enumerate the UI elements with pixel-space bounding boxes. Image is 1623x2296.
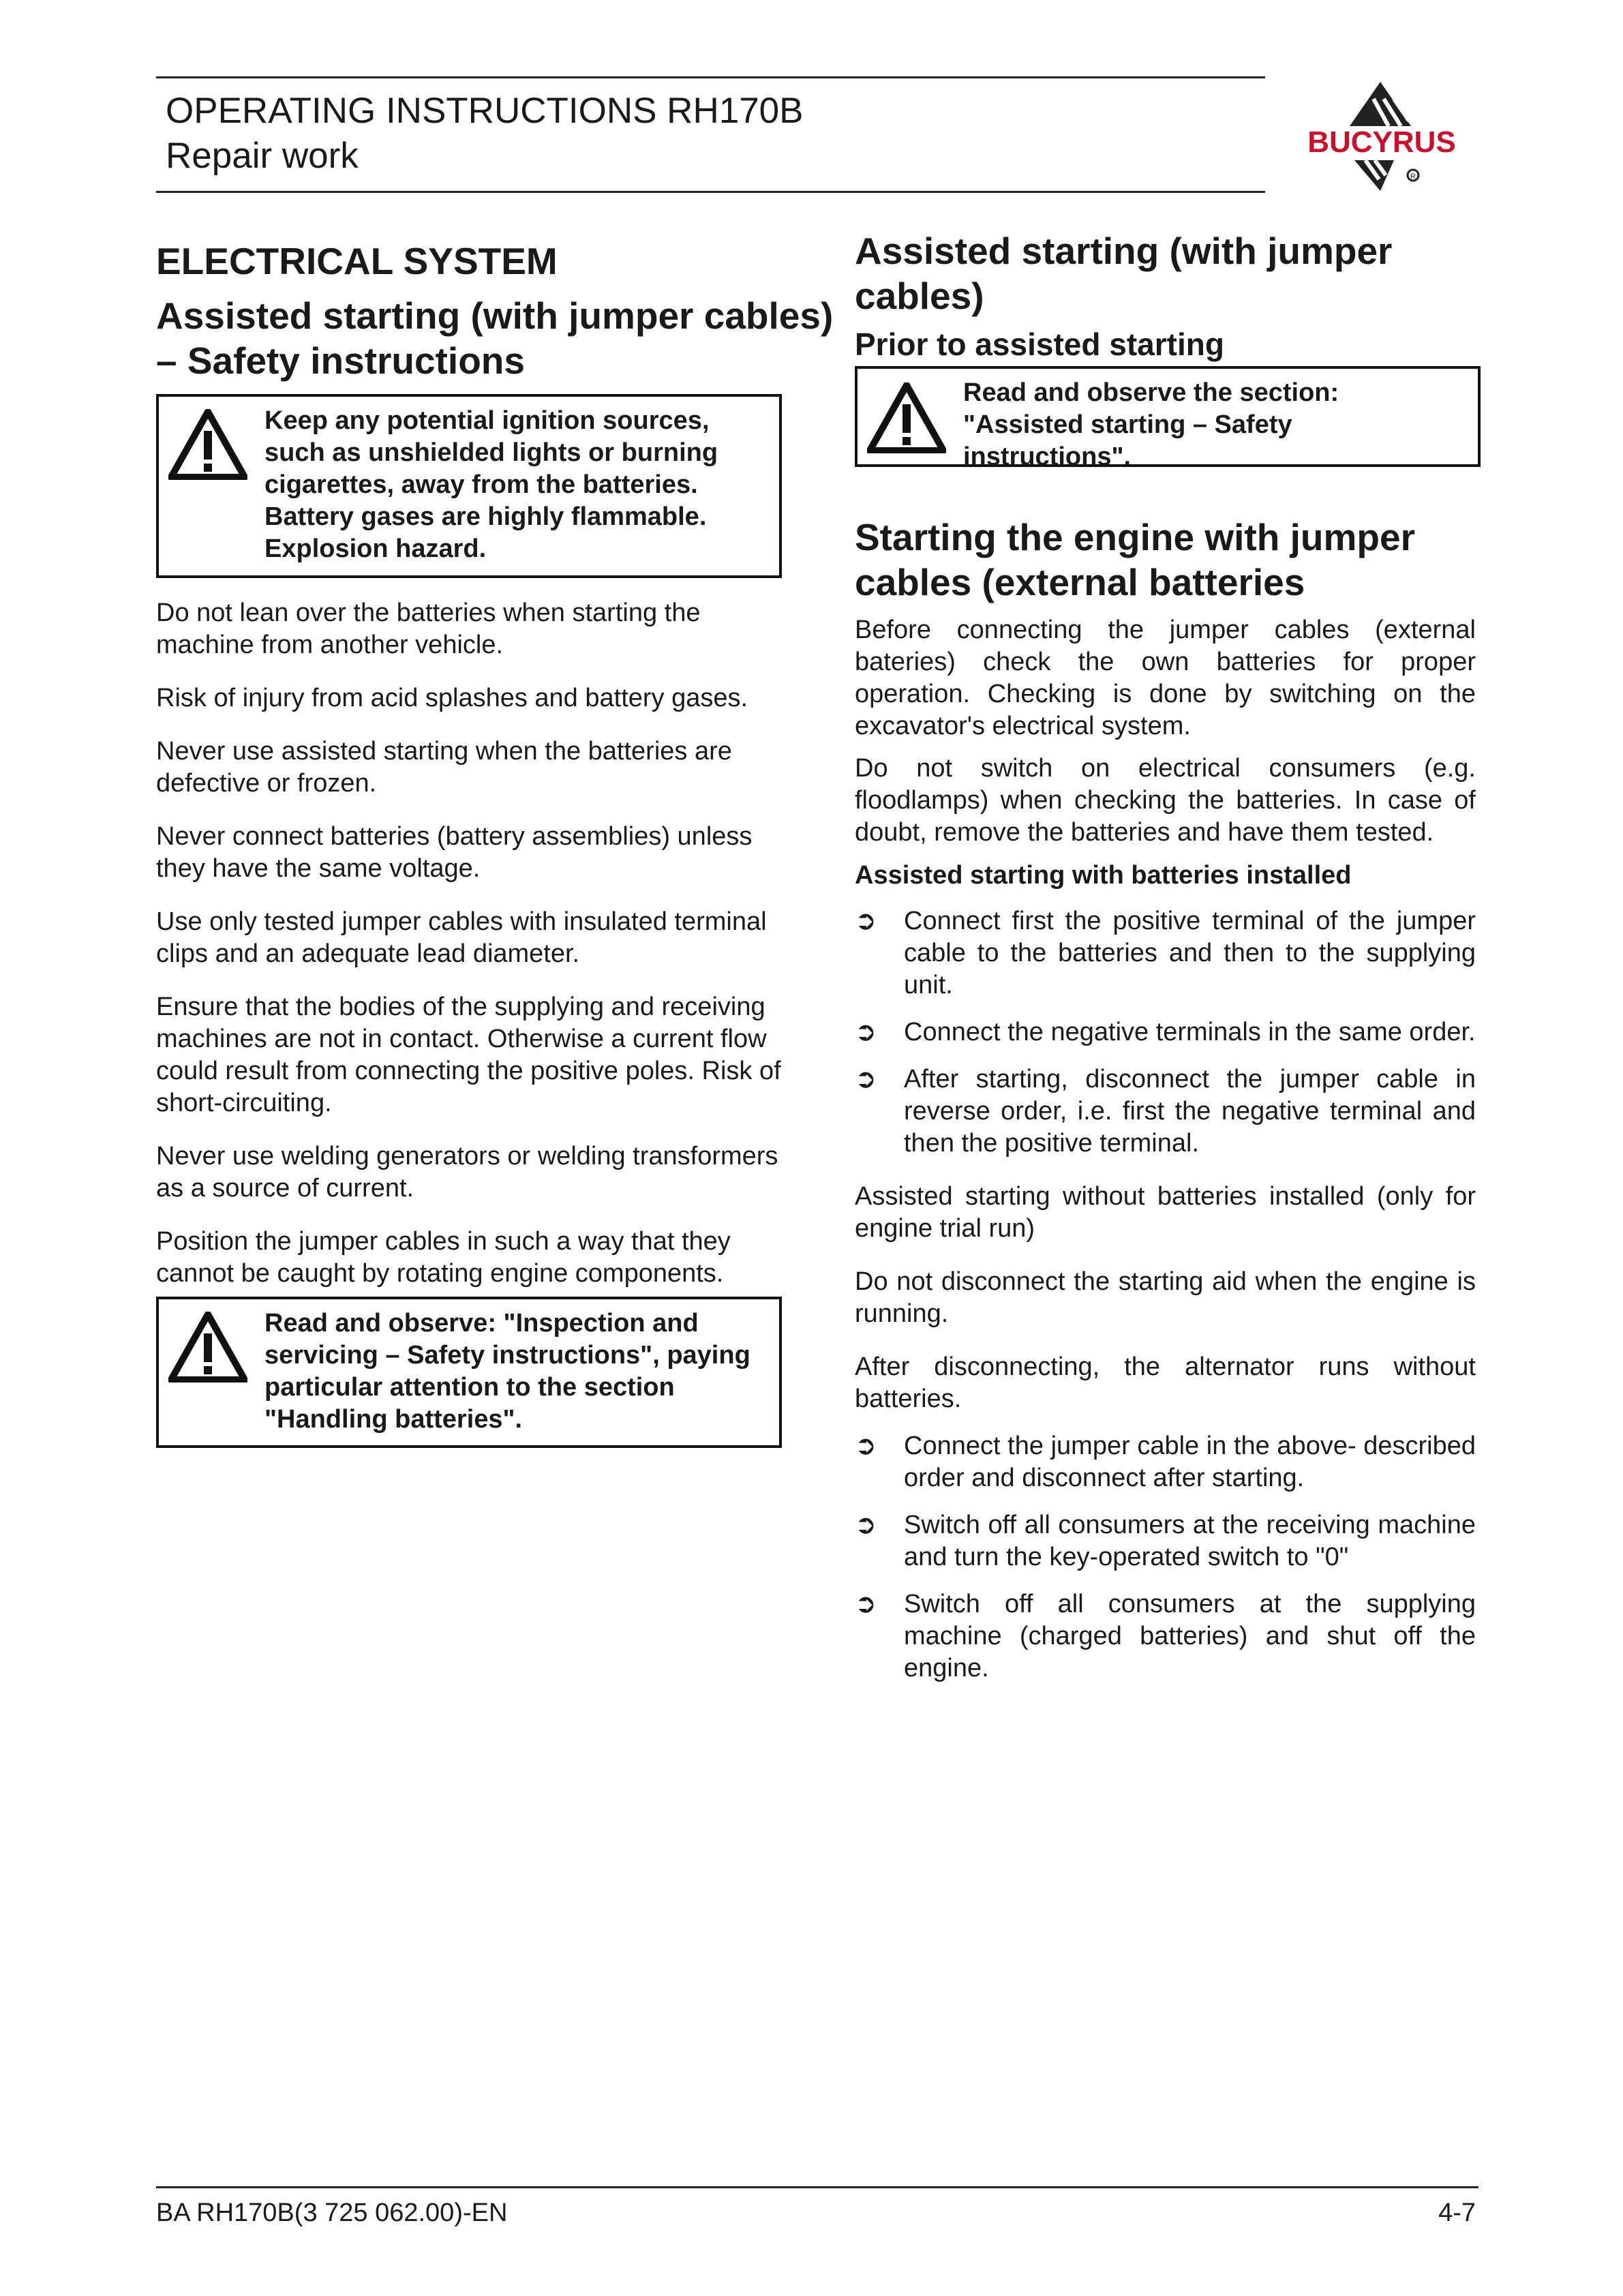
- arrow-bullet-icon: ➲: [855, 1432, 877, 1460]
- label-with-batteries-installed: Assisted starting with batteries installed: [855, 861, 1352, 890]
- warning-box-handling-batteries: [156, 1297, 782, 1448]
- subheading-prior: Prior to assisted starting: [855, 327, 1224, 362]
- instruction-text: After starting, disconnect the jumper cable in reverse order, i.e. first the negative terminal and then the positive terminal.: [904, 1065, 1476, 1158]
- left-paragraph: Position the jumper cables in such a way that they cannot be caught by rotating engine components.: [156, 1227, 731, 1288]
- instruction-text: Connect first the positive terminal of the jumper cable to the batteries and then to the supplying unit.: [904, 907, 1476, 999]
- right-paragraph-without-batteries: Assisted starting without batteries installed (only for engine trial run): [855, 1182, 1476, 1243]
- arrow-bullet-icon: ➲: [855, 1018, 877, 1046]
- warning-icon: [168, 1312, 247, 1383]
- arrow-bullet-icon: ➲: [855, 1065, 877, 1093]
- logo-text: BUCYRUS: [1307, 125, 1456, 159]
- footer-rule: [156, 2186, 1478, 2188]
- warning-box-read-section: [855, 366, 1481, 471]
- warning-text-handling-batteries: Read and observe: "Inspection and servicing – Safety instructions", paying particular attention to the section "Handling batteries".: [264, 1309, 750, 1434]
- svg-text:R: R: [1410, 172, 1416, 181]
- right-paragraph-before-connecting: Before connecting the jumper cables (external bateries) check the own batteries for proper operation. Checking is done by switching on the excavator's electrical system.: [855, 616, 1476, 740]
- left-paragraph: Risk of injury from acid splashes and battery gases.: [156, 684, 748, 712]
- right-paragraph-after-disconnecting: After disconnecting, the alternator runs without batteries.: [855, 1353, 1476, 1413]
- instruction-text: Connect the negative terminals in the same order.: [904, 1018, 1476, 1046]
- arrow-bullet-icon: ➲: [855, 907, 877, 935]
- left-paragraph: Do not lean over the batteries when starting the machine from another vehicle.: [156, 599, 701, 659]
- left-paragraph: Never connect batteries (battery assemblies) unless they have the same voltage.: [156, 822, 753, 883]
- document-title: OPERATING INSTRUCTIONS RH170B: [166, 91, 804, 131]
- section-heading-assisted-starting: Assisted starting (with jumper cables): [855, 230, 1393, 317]
- section-heading-safety: Assisted starting (with jumper cables) – Safety instructions: [156, 294, 834, 382]
- instruction-item: [855, 905, 1476, 1001]
- footer-page-number: 4-7: [1438, 2199, 1476, 2227]
- warning-icon: [867, 382, 946, 453]
- page-header: [166, 89, 804, 179]
- left-paragraph: Use only tested jumper cables with insulated terminal clips and an adequate lead diameter.: [156, 907, 767, 968]
- section-heading-electrical: ELECTRICAL SYSTEM: [156, 240, 558, 282]
- arrow-bullet-icon: ➲: [855, 1511, 877, 1539]
- header-top-rule: [156, 76, 1265, 78]
- warning-icon: [168, 409, 247, 480]
- instruction-text: Switch off all consumers at the supplying machine (charged batteries) and shut off the engine.: [904, 1590, 1476, 1682]
- header-bottom-rule: [156, 191, 1265, 193]
- right-paragraph-do-not-switch: Do not switch on electrical consumers (e.g. floodlamps) when checking the batteries. In case of doubt, remove the batteries and have them tested.: [855, 754, 1476, 847]
- section-heading-starting-engine: Starting the engine with jumper cables (external batteries: [855, 516, 1415, 603]
- warning-box-ignition: [156, 394, 782, 578]
- instruction-text: Connect the jumper cable in the above- described order and disconnect after starting.: [904, 1432, 1476, 1492]
- instruction-item: [855, 1588, 1476, 1685]
- bucyrus-logo: [1292, 78, 1472, 194]
- right-column: [855, 228, 1476, 1685]
- left-paragraph: Ensure that the bodies of the supplying and receiving machines are not in contact. Otherwise a current flow could result from connecting the positive poles. Risk of short-circuiting.: [156, 993, 781, 1117]
- warning-text-read-section: Read and observe the section: "Assisted starting – Safety instructions".: [963, 378, 1339, 471]
- right-paragraph-do-not-disconnect: Do not disconnect the starting aid when the engine is running.: [855, 1267, 1476, 1328]
- instruction-text: Switch off all consumers at the receiving machine and turn the key-operated switch to "0": [904, 1511, 1476, 1571]
- instruction-item: [855, 1016, 1476, 1048]
- document-subtitle: Repair work: [166, 136, 359, 176]
- instruction-item: [855, 1509, 1476, 1573]
- warning-text-ignition: Keep any potential ignition sources, such as unshielded lights or burning cigarettes, away from the batteries. Battery gases are highly flammable. Explosion hazard.: [264, 406, 718, 563]
- left-paragraph: Never use assisted starting when the batteries are defective or frozen.: [156, 737, 732, 798]
- footer-document-id: BA RH170B(3 725 062.00)-EN: [156, 2199, 508, 2227]
- left-column: [156, 232, 847, 1448]
- arrow-bullet-icon: ➲: [855, 1590, 877, 1618]
- instruction-item: [855, 1063, 1476, 1160]
- left-paragraph: Never use welding generators or welding transformers as a source of current.: [156, 1142, 778, 1203]
- instruction-item: [855, 1430, 1476, 1494]
